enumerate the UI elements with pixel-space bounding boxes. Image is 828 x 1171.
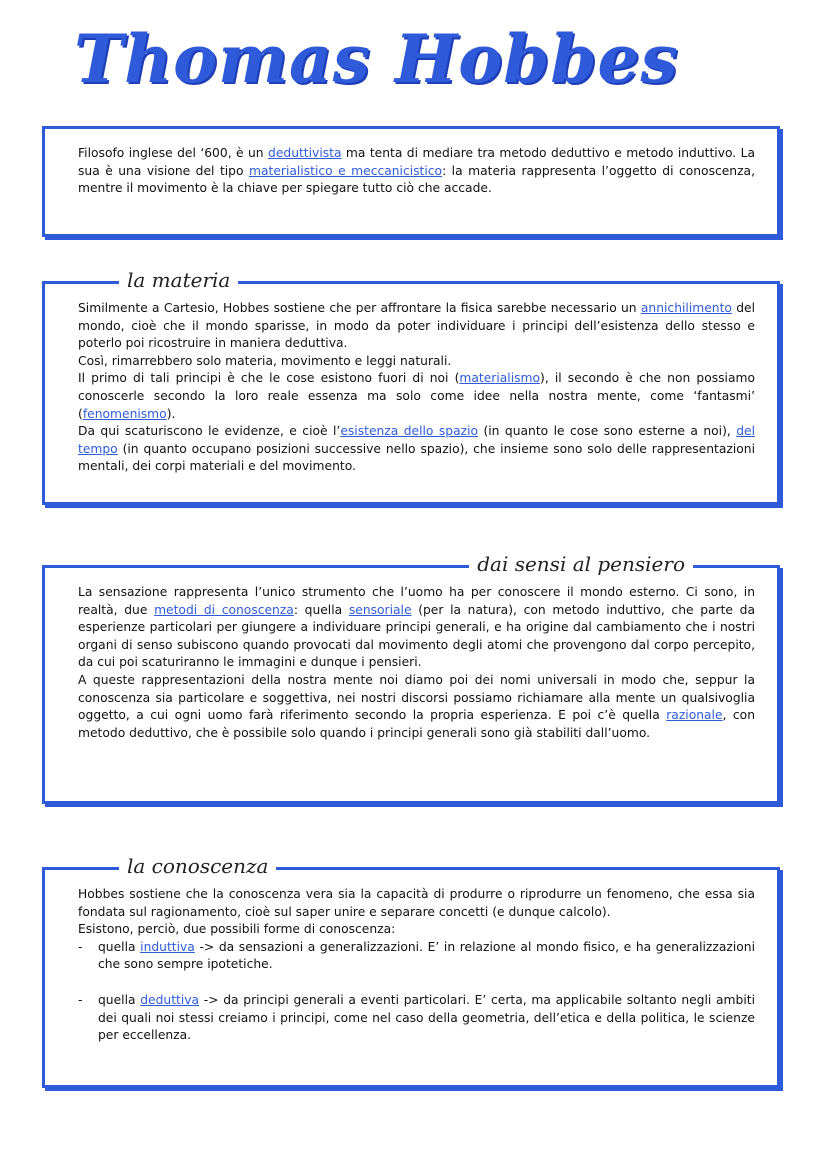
text: ma tenta di mediare tra metodo deduttivo e metodo induttivo. La sua è una visione del tipo (78, 146, 755, 178)
text: La sensazione rappresenta l’unico strumento che l’uomo ha per conoscere il mondo esterno. Ci sono, in realtà, due (78, 585, 755, 617)
text: Da qui scaturiscono le evidenze, e cioè l’ (78, 424, 341, 439)
sensi-paragraph (78, 672, 755, 742)
intro-paragraph (78, 145, 755, 198)
text: -> da principi generali a eventi particolari. E’ certa, ma applicabile soltanto negli ambiti dei quali noi stessi creiamo i principi, come nel caso della geometria, dell’etica e della politica, le scienze per eccellenza. (98, 992, 755, 1043)
sensi-text (78, 584, 755, 742)
text: Similmente a Cartesio, Hobbes sostiene che per affrontare la fisica sarebbe necessario un (78, 301, 641, 315)
materia-paragraph (78, 423, 755, 476)
text: ), il secondo è che non possiamo conoscerle secondo la loro reale essenza ma solo come idee nella nostra mente, come ‘fantasmi’ ( (78, 371, 755, 421)
conoscenza-paragraph: Esistono, perciò, due possibili forme di conoscenza: (78, 922, 396, 937)
section-sensi (42, 552, 780, 804)
text: , con metodo deduttivo, che è possibile solo quando i principi generali sono già stabiliti dall’uomo. (78, 708, 755, 740)
text: : quella (293, 602, 349, 617)
section-materia (42, 268, 780, 505)
sensi-paragraph (78, 584, 755, 672)
section-conoscenza (42, 854, 780, 1088)
section-label-materia: la materia (119, 268, 238, 292)
text: -> da sensazioni a generalizzazioni. E’ in relazione al mondo fisico, e ha generalizzazioni che sono sempre ipotetiche. (98, 939, 755, 972)
link-del-tempo[interactable]: del tempo (78, 424, 756, 456)
materia-text (78, 300, 755, 476)
text: Il primo di tali principi è che le cose esistono fuori di noi ( (78, 371, 460, 386)
text: ). (166, 406, 176, 421)
text: : la materia rappresenta l’oggetto di conoscenza, mentre il movimento è la chiave per spiegare tutto ciò che accade. (78, 163, 755, 196)
text: (in quanto occupano posizioni successive nello spazio), che insieme sono solo delle rappresentazioni mentali, dei corpi materiali e del movimento. (78, 441, 755, 474)
materia-paragraph (78, 300, 755, 353)
text: (in quanto le cose sono esterne a noi), (478, 424, 737, 439)
list-item (78, 992, 755, 1045)
link-materialistico-meccanicistico[interactable]: materialistico e meccanicistico (248, 163, 443, 178)
materia-paragraph (78, 370, 755, 423)
link-razionale[interactable]: razionale (666, 708, 723, 723)
link-fenomenismo[interactable]: fenomenismo (82, 406, 167, 421)
materia-paragraph: Così, rimarrebbero solo materia, movimento e leggi naturali. (78, 353, 452, 368)
intro-text (78, 145, 755, 198)
text: Filosofo inglese del ‘600, è un (78, 146, 269, 160)
section-label-conoscenza: la conoscenza (119, 854, 276, 878)
link-deduttiva[interactable]: deduttiva (140, 992, 200, 1007)
text: (per la natura), con metodo induttivo, che parte da esperienze particolari per giungere a individuare principi generali, e ha origine dal cambiamento che i nostri organi di senso subiscono quando provocati dal movimento degli atomi che provengono dal corpo percepito, da cui poi scaturiranno le immagini e dunque i pensieri. (78, 602, 755, 670)
link-annichilimento[interactable]: annichilimento (640, 301, 732, 315)
conoscenza-paragraph: Hobbes sostiene che la conoscenza vera sia la capacità di produrre o riprodurre un fenomeno, che essa sia fondata sul ragionamento, cioè sul saper unire e separare concetti (e dunque calcolo). (78, 887, 755, 919)
link-esistenza-dello-spazio[interactable]: esistenza dello spazio (340, 424, 479, 439)
forme-list (78, 939, 755, 1045)
text: quella (98, 992, 141, 1007)
link-deduttivista[interactable]: deduttivista (268, 146, 342, 160)
text: del mondo, cioè che il mondo sparisse, in modo da poter individuare i principi dell’esistenza dello stesso e poterlo poi ricostruire in maniera deduttiva. (78, 301, 755, 351)
link-metodi-di-conoscenza[interactable]: metodi di conoscenza (154, 602, 294, 617)
link-induttiva[interactable]: induttiva (140, 939, 195, 954)
list-item (78, 939, 755, 974)
text: quella (98, 939, 141, 954)
intro-box (42, 126, 780, 237)
text: A queste rappresentazioni della nostra mente noi diamo poi dei nomi universali in modo che, seppur la conoscenza sia particolare e soggettiva, nei nostri discorsi possiamo richiamare alla mente un qualsivoglia oggetto, a cui ogni uomo farà riferimento secondo la propria esperienza. E poi c’è quella (78, 672, 755, 723)
link-sensoriale[interactable]: sensoriale (348, 602, 412, 617)
link-materialismo[interactable]: materialismo (459, 371, 541, 386)
section-label-sensi: dai sensi al pensiero (469, 552, 693, 576)
conoscenza-text (78, 886, 755, 1045)
page-title: Thomas Hobbes (74, 20, 679, 98)
